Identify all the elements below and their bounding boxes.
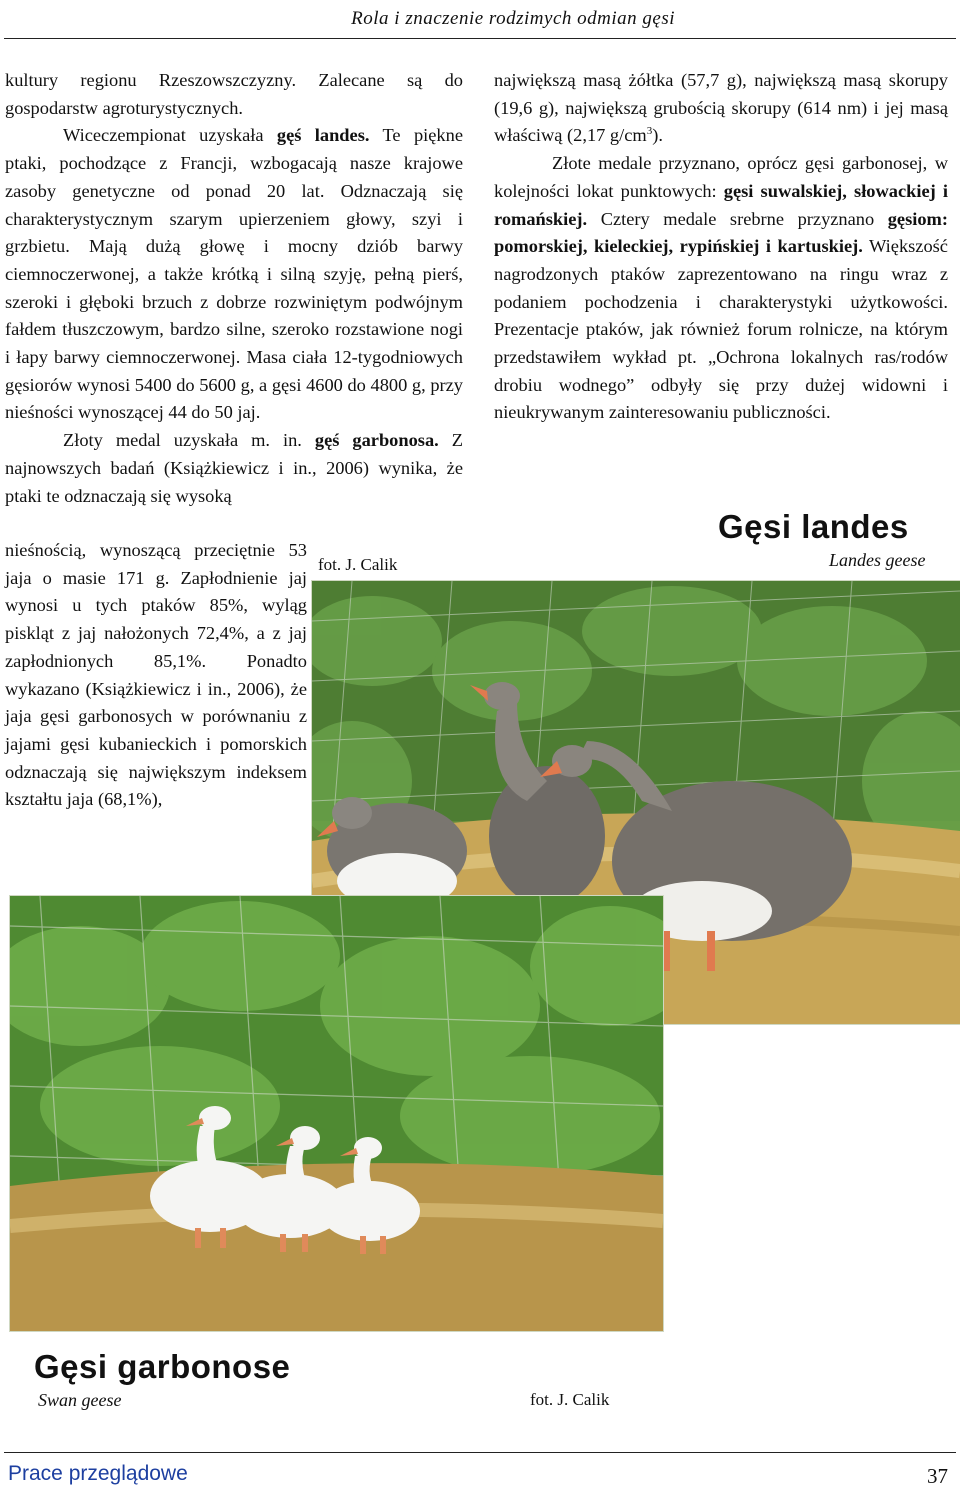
- running-header: [0, 0, 960, 40]
- left-column-lower: [5, 537, 307, 814]
- figure1-title: Gęsi landes: [718, 508, 909, 545]
- running-title: Rola i znaczenie rodzimych odmian gęsi: [351, 8, 675, 29]
- left-column-upper: [5, 67, 463, 510]
- section-label: Prace przeglądowe: [8, 1462, 188, 1485]
- footer-rule: [4, 1452, 956, 1453]
- right-column: [494, 67, 948, 427]
- figure2-title: Gęsi garbonose: [34, 1348, 291, 1385]
- page-number: 37: [927, 1464, 948, 1488]
- paragraph: największą masą żółtka (57,7 g), największą masą skorupy (19,6 g), największą grubością skorupy (614 nm) i jej masą właściwą (2,17 $g/cm^3$).: [494, 70, 948, 146]
- swan-geese-photo: [9, 895, 664, 1332]
- figure2-subtitle: Swan geese: [38, 1390, 122, 1410]
- figure2-credit: fot. J. Calik: [530, 1390, 610, 1409]
- paragraph: Złote medale przyznano, oprócz gęsi garbonosej, w kolejności lokat punktowych: gęsi suwalskiej, słowackiej i romańskiej. Cztery medale srebrne przyznano gęsiom: pomorskiej, kieleckiej, rypińskiej i kartuskiej. Większość nagrodzonych ptaków zaprezentowano na ringu wraz z podaniem pochodzenia i charakterystyki użytkowości. Prezentacje ptaków, jak również forum rolnicze, na którym przedstawiłem wykład pt. „Ochrona lokalnych ras/rodów drobiu wodnego” odbyły się przy dużej widowni i nieukrywanym zainteresowaniu publiczności.: [494, 153, 949, 423]
- paragraph: nieśnością, wynoszącą przeciętnie 53 jaja o masie 171 g. Zapłodnienie jaj wynosi u tych ptaków 85%, wyląg piskląt z jaj nałożonych 72,4%, a z jaj zapłodnionych 85,1%. Ponadto wykazano (Książkiewicz i in., 2006), że jaja gęsi garbonosych w porównaniu z jajami gęsi kubanieckich i pomorskich odznaczają się największym indeksem kształtu jaja (68,1%),: [5, 540, 307, 810]
- figure1-credit: fot. J. Calik: [318, 555, 398, 574]
- paragraph: Wiceczempionat uzyskała gęś landes. Te piękne ptaki, pochodzące z Francji, wzbogacają nasze krajowe zasoby genetyczne od ponad 20 lat. Odznaczają się charakterystycznym szarym upierzeniem głowy, szyi i grzbietu. Mają dużą głowę i mocny dziób barwy ciemnoczerwonej, a także krótką i silną szyję, pełną pierś, szeroki i głęboki brzuch z dobrze rozwiniętym podwójnym fałdem tłuszczowym, bardzo silne, szeroko rozstawione nogi i łapy barwy ciemnoczerwonej. Masa ciała 12-tygodniowych gęsiorów wynosi 5400 do 5600 g, a gęsi 4600 do 4800 g, przy nieśności wynoszącej 44 do 50 jaj.: [5, 125, 463, 423]
- figure1-subtitle: Landes geese: [829, 550, 926, 570]
- header-rule: [4, 38, 956, 39]
- paragraph: kultury regionu Rzeszowszczyzny. Zalecane są do gospodarstw agroturystycznych.: [5, 70, 463, 118]
- paragraph: Złoty medal uzyskała m. in. gęś garbonosa. Z najnowszych badań (Książkiewicz i in., 2006) wynika, że ptaki te odznaczają się wysoką: [5, 430, 463, 506]
